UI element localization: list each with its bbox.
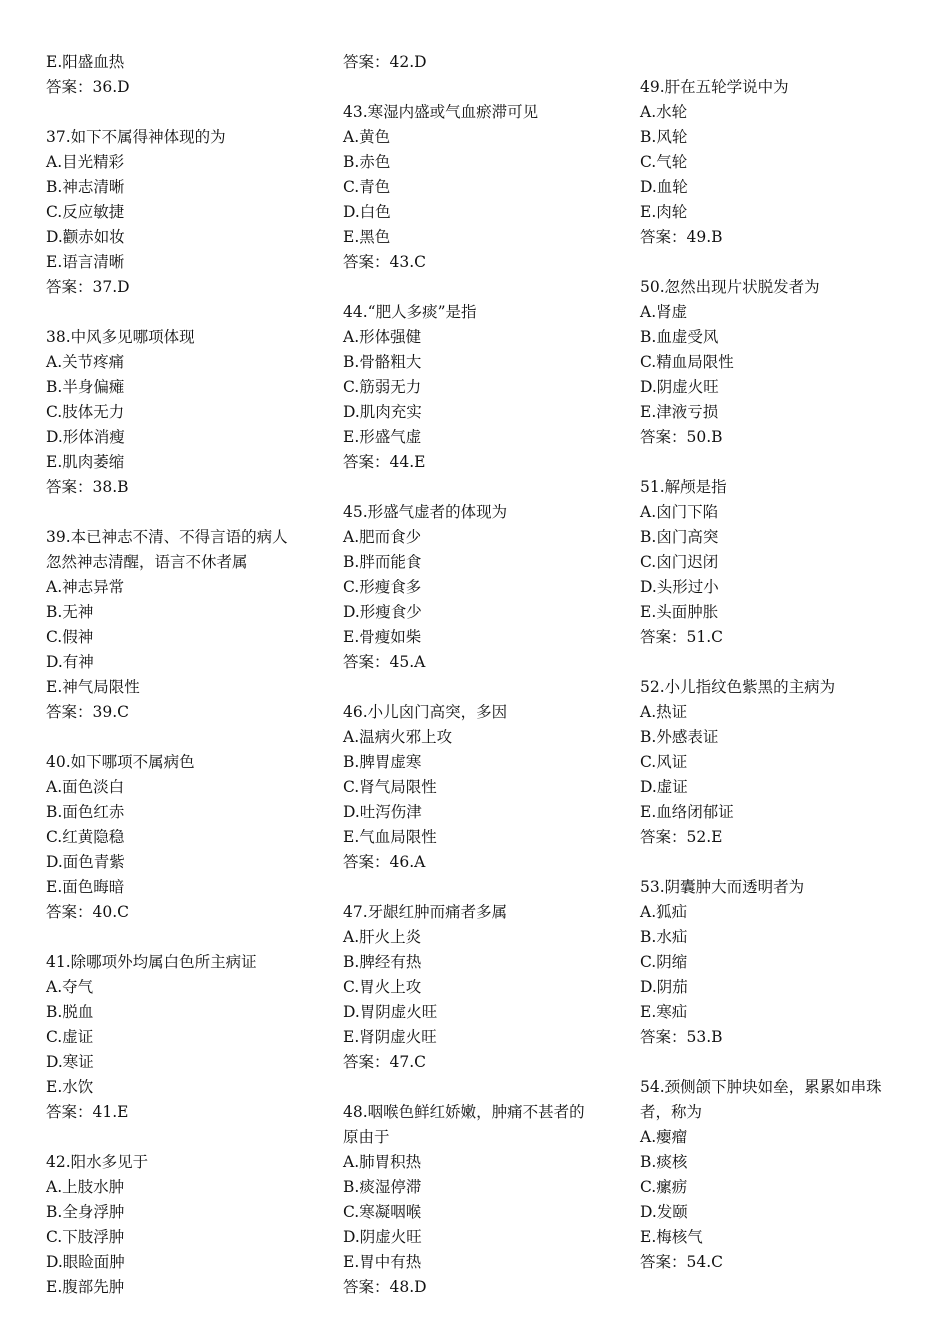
option-line: D.形瘦食少 <box>343 603 422 621</box>
option-line: D.寒证 <box>46 1053 94 1071</box>
question-stem: 43.寒湿内盛或气血瘀滞可见 <box>343 103 539 121</box>
question-block <box>46 950 316 1125</box>
answer-line: 答案：42.D <box>343 53 427 71</box>
option-line: C.下肢浮肿 <box>46 1228 125 1246</box>
question-gap <box>343 75 613 100</box>
option-line: E.气血局限性 <box>343 828 437 846</box>
option-line: D.白色 <box>343 203 391 221</box>
answer-line: 答案：40.C <box>46 903 130 921</box>
option-line: E.寒疝 <box>640 1003 688 1021</box>
option-line: D.发颐 <box>640 1203 688 1221</box>
question-gap <box>46 100 316 125</box>
question-block <box>46 525 316 725</box>
answer-line: 答案：41.E <box>46 1103 129 1121</box>
option-line: B.赤色 <box>343 153 391 171</box>
option-line: D.形体消瘦 <box>46 428 125 446</box>
option-line: A.神志异常 <box>46 578 125 596</box>
option-line: D.虚证 <box>640 778 688 796</box>
option-line: E.血络闭郁证 <box>640 803 734 821</box>
question-gap <box>343 875 613 900</box>
option-line: A.肺胃积热 <box>343 1153 422 1171</box>
option-line: B.痰湿停滞 <box>343 1178 422 1196</box>
answer-line: 答案：53.B <box>640 1028 723 1046</box>
option-line: B.脱血 <box>46 1003 94 1021</box>
question-block <box>46 325 316 500</box>
question-gap <box>343 475 613 500</box>
question-stem: 50.忽然出现片状脱发者为 <box>640 278 820 296</box>
option-line: E.肉轮 <box>640 203 688 221</box>
option-line: B.胖而能食 <box>343 553 422 571</box>
option-line: E.面色晦暗 <box>46 878 125 896</box>
option-line: E.神气局限性 <box>46 678 140 696</box>
option-line: A.面色淡白 <box>46 778 125 796</box>
answer-line: 答案：46.A <box>343 853 426 871</box>
option-line: E.头面肿胀 <box>640 603 719 621</box>
option-line: A.上肢水肿 <box>46 1178 125 1196</box>
question-block <box>343 300 613 475</box>
option-line: C.反应敏捷 <box>46 203 125 221</box>
option-line: D.眼睑面肿 <box>46 1253 125 1271</box>
question-stem: 54.颈侧颌下肿块如垒，累累如串珠 <box>640 1078 882 1096</box>
answer-line: 答案：52.E <box>640 828 723 846</box>
option-line: A.关节疼痛 <box>46 353 125 371</box>
question-gap <box>640 1050 915 1075</box>
question-gap <box>343 675 613 700</box>
question-block <box>640 1075 915 1275</box>
option-line: B.骨骼粗大 <box>343 353 422 371</box>
option-line: D.阴虚火旺 <box>343 1228 422 1246</box>
question-stem: 46.小儿囟门高突，多因 <box>343 703 508 721</box>
option-line: D.颧赤如妆 <box>46 228 125 246</box>
column-middle <box>343 50 613 1300</box>
question-stem-continued: 者，称为 <box>640 1103 703 1121</box>
option-line: B.水疝 <box>640 928 688 946</box>
answer-line: 答案：37.D <box>46 278 130 296</box>
option-line: A.肾虚 <box>640 303 688 321</box>
option-line: B.神志清晰 <box>46 178 125 196</box>
option-line: C.肢体无力 <box>46 403 125 421</box>
option-line: B.囟门高突 <box>640 528 719 546</box>
option-line: D.肌肉充实 <box>343 403 422 421</box>
question-block <box>343 700 613 875</box>
question-stem: 37.如下不属得神体现的为 <box>46 128 226 146</box>
question-block <box>343 500 613 675</box>
option-line: D.面色青紫 <box>46 853 125 871</box>
question-stem: 39.本已神志不清、不得言语的病人 <box>46 528 288 546</box>
question-gap <box>640 450 915 475</box>
option-line: E.梅核气 <box>640 1228 703 1246</box>
question-stem: 41.除哪项外均属白色所主病证 <box>46 953 257 971</box>
option-line: E.黑色 <box>343 228 391 246</box>
option-line: E.胃中有热 <box>343 1253 422 1271</box>
option-line: C.囟门迟闭 <box>640 553 719 571</box>
option-line: C.虚证 <box>46 1028 94 1046</box>
question-gap <box>343 1075 613 1100</box>
option-line: E.津液亏损 <box>640 403 719 421</box>
question-block <box>640 475 915 650</box>
option-line: A.形体强健 <box>343 328 422 346</box>
question-block <box>640 675 915 850</box>
option-line: E.阳盛血热 <box>46 53 125 71</box>
option-line: E.水饮 <box>46 1078 94 1096</box>
question-gap <box>343 275 613 300</box>
option-line: D.血轮 <box>640 178 688 196</box>
question-block <box>640 875 915 1050</box>
option-line: B.外感表证 <box>640 728 719 746</box>
question-block <box>46 50 316 100</box>
question-stem: 47.牙龈红肿而痛者多属 <box>343 903 508 921</box>
option-line: D.阴茄 <box>640 978 688 996</box>
question-stem: 44.“肥人多痰”是指 <box>343 303 477 321</box>
option-line: C.红黄隐稳 <box>46 828 125 846</box>
question-stem-continued: 忽然神志清醒，语言不休者属 <box>46 553 248 571</box>
option-line: B.血虚受风 <box>640 328 719 346</box>
answer-line: 答案：44.E <box>343 453 426 471</box>
option-line: A.温病火邪上攻 <box>343 728 453 746</box>
option-line: C.寒凝咽喉 <box>343 1203 422 1221</box>
question-block <box>343 1100 613 1300</box>
question-stem: 49.肝在五轮学说中为 <box>640 78 789 96</box>
question-block <box>46 750 316 925</box>
question-stem: 42.阳水多见于 <box>46 1153 149 1171</box>
answer-line: 答案：49.B <box>640 228 723 246</box>
question-stem: 38.中风多见哪项体现 <box>46 328 195 346</box>
answer-line: 答案：45.A <box>343 653 426 671</box>
question-block <box>343 50 613 75</box>
answer-line: 答案：36.D <box>46 78 130 96</box>
option-line: D.阴虚火旺 <box>640 378 719 396</box>
option-line: D.吐泻伤津 <box>343 803 422 821</box>
option-line: B.无神 <box>46 603 94 621</box>
question-stem-continued: 原由于 <box>343 1128 390 1146</box>
option-line: A.黄色 <box>343 128 391 146</box>
option-line: D.有神 <box>46 653 94 671</box>
option-line: C.精血局限性 <box>640 353 734 371</box>
option-line: B.面色红赤 <box>46 803 125 821</box>
option-line: C.风证 <box>640 753 688 771</box>
option-line: A.肝火上炎 <box>343 928 422 946</box>
question-block <box>343 900 613 1075</box>
option-line: B.半身偏瘫 <box>46 378 125 396</box>
option-line: B.脾经有热 <box>343 953 422 971</box>
option-line: A.肥而食少 <box>343 528 422 546</box>
question-gap <box>640 650 915 675</box>
option-line: E.语言清晰 <box>46 253 125 271</box>
question-gap <box>640 250 915 275</box>
question-block <box>46 125 316 300</box>
option-line: C.阴缩 <box>640 953 688 971</box>
option-line: E.肾阴虚火旺 <box>343 1028 437 1046</box>
column-right <box>640 75 915 1275</box>
option-line: E.肌肉萎缩 <box>46 453 125 471</box>
option-line: A.囟门下陷 <box>640 503 719 521</box>
option-line: C.假神 <box>46 628 94 646</box>
option-line: C.胃火上攻 <box>343 978 422 996</box>
option-line: C.瘰疬 <box>640 1178 688 1196</box>
option-line: E.形盛气虚 <box>343 428 422 446</box>
column-left <box>46 50 316 1300</box>
option-line: A.水轮 <box>640 103 688 121</box>
question-block <box>46 1150 316 1300</box>
option-line: C.青色 <box>343 178 391 196</box>
question-gap <box>46 500 316 525</box>
question-block <box>640 275 915 450</box>
option-line: E.骨瘦如柴 <box>343 628 422 646</box>
question-stem: 45.形盛气虚者的体现为 <box>343 503 508 521</box>
answer-line: 答案：51.C <box>640 628 724 646</box>
option-line: C.气轮 <box>640 153 688 171</box>
question-stem: 52.小儿指纹色紫黑的主病为 <box>640 678 836 696</box>
option-line: C.筋弱无力 <box>343 378 422 396</box>
question-gap <box>640 850 915 875</box>
answer-line: 答案：47.C <box>343 1053 427 1071</box>
option-line: A.热证 <box>640 703 688 721</box>
option-line: B.全身浮肿 <box>46 1203 125 1221</box>
question-gap <box>46 925 316 950</box>
option-line: A.瘿瘤 <box>640 1128 688 1146</box>
answer-line: 答案：39.C <box>46 703 130 721</box>
option-line: B.痰核 <box>640 1153 688 1171</box>
question-stem: 51.解颅是指 <box>640 478 727 496</box>
question-stem: 53.阴囊肿大而透明者为 <box>640 878 805 896</box>
option-line: D.胃阴虚火旺 <box>343 1003 438 1021</box>
question-block <box>343 100 613 275</box>
answer-line: 答案：38.B <box>46 478 129 496</box>
option-line: A.目光精彩 <box>46 153 125 171</box>
option-line: A.夺气 <box>46 978 94 996</box>
option-line: B.风轮 <box>640 128 688 146</box>
question-gap <box>46 725 316 750</box>
question-stem: 48.咽喉色鲜红娇嫩，肿痛不甚者的 <box>343 1103 585 1121</box>
answer-line: 答案：54.C <box>640 1253 724 1271</box>
option-line: C.形瘦食多 <box>343 578 422 596</box>
question-gap <box>46 1125 316 1150</box>
question-stem: 40.如下哪项不属病色 <box>46 753 195 771</box>
answer-line: 答案：43.C <box>343 253 427 271</box>
option-line: A.狐疝 <box>640 903 688 921</box>
question-gap <box>46 300 316 325</box>
answer-line: 答案：50.B <box>640 428 723 446</box>
option-line: C.肾气局限性 <box>343 778 437 796</box>
question-block <box>640 75 915 250</box>
answer-line: 答案：48.D <box>343 1278 427 1296</box>
option-line: E.腹部先肿 <box>46 1278 125 1296</box>
option-line: B.脾胃虚寒 <box>343 753 422 771</box>
option-line: D.头形过小 <box>640 578 719 596</box>
